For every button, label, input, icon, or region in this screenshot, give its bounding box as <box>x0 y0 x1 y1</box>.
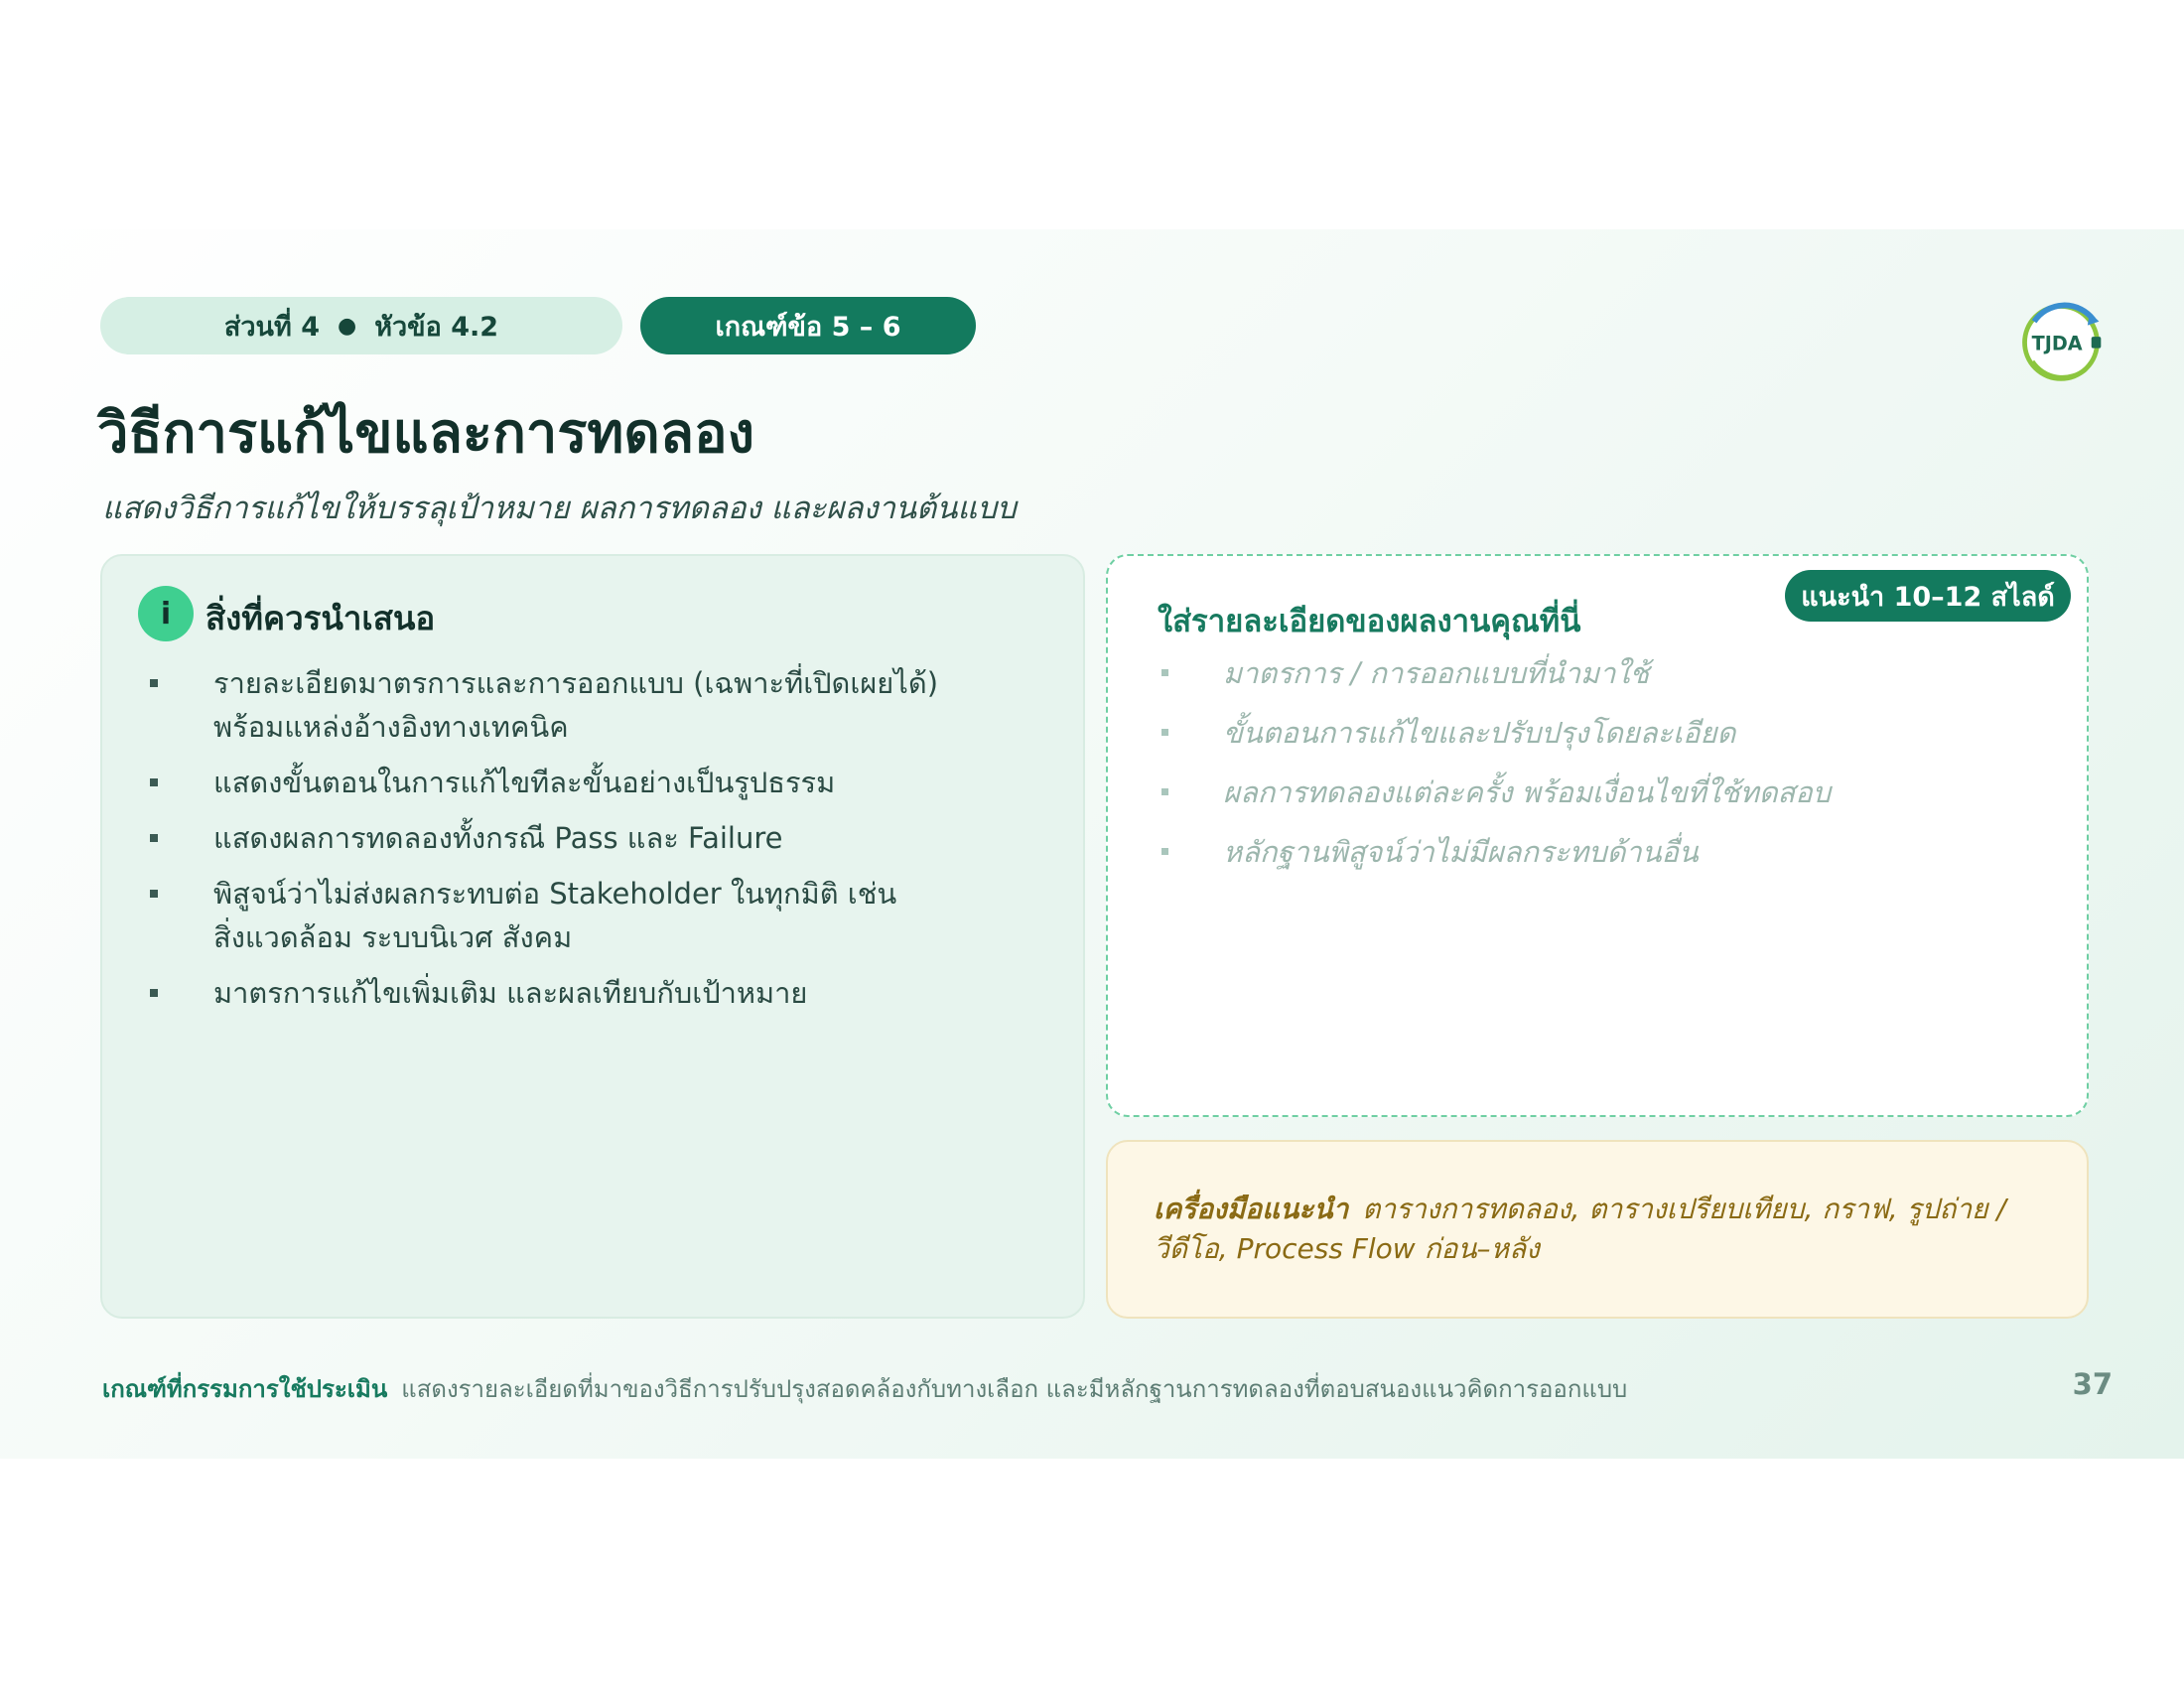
bullet-icon <box>1161 669 1168 676</box>
bullet-icon <box>1161 788 1168 795</box>
guide-heading: สิ่งที่ควรนำเสนอ <box>205 599 436 637</box>
page-title: วิธีการแก้ไขและการทดลอง <box>97 401 754 466</box>
tools-text <box>1154 1190 2047 1269</box>
logo-text: TJDA <box>2031 332 2083 355</box>
list-item: ขั้นตอนการแก้ไขและปรับปรุงโดยละเอียด <box>1160 713 2053 753</box>
bullet-icon <box>150 989 158 997</box>
info-icon: i <box>138 586 194 641</box>
list-item: หลักฐานพิสูจน์ว่าไม่มีผลกระทบด้านอื่น <box>1160 832 2053 872</box>
placeholder-list <box>1160 653 2053 892</box>
footer-text: แสดงรายละเอียดที่มาของวิธีการปรับปรุงสอดคล้องกับทางเลือก และมีหลักฐานการทดลองที่ตอบสนองแนวคิดการออกแบบ <box>401 1375 1628 1403</box>
list-item: พิสูจน์ว่าไม่ส่งผลกระทบต่อ Stakeholder ในทุกมิติ เช่น สิ่งแวดล้อม ระบบนิเวศ สังคม <box>150 872 1043 959</box>
section-pill <box>100 297 622 354</box>
bullet-icon <box>150 778 158 786</box>
presentation-guide-card <box>100 554 1085 1319</box>
separator-dot: ● <box>338 313 357 339</box>
footer-lead: เกณฑ์ที่กรรมการใช้ประเมิน <box>102 1375 388 1403</box>
bullet-icon <box>1161 729 1168 736</box>
placeholder-heading: ใส่รายละเอียดของผลงานคุณที่นี่ <box>1158 604 1581 639</box>
page-number: 37 <box>2072 1367 2113 1401</box>
page-subtitle: แสดงวิธีการแก้ไขให้บรรลุเป้าหมาย ผลการทดลอง และผลงานต้นแบบ <box>102 491 1017 526</box>
bullet-icon <box>1161 848 1168 855</box>
tools-lead: เครื่องมือแนะนำ <box>1154 1193 1349 1225</box>
bullet-icon <box>150 890 158 898</box>
guide-list <box>150 661 1043 1027</box>
tools-list: ตารางการทดลอง, ตารางเปรียบเทียบ, กราฟ, รูปถ่าย / วีดีโอ, Process Flow ก่อน–หลัง <box>1154 1193 2006 1265</box>
list-item: แสดงผลการทดลองทั้งกรณี Pass และ Failure <box>150 816 1043 860</box>
bullet-icon <box>150 679 158 687</box>
bullet-icon <box>150 834 158 842</box>
content-placeholder-card[interactable] <box>1106 554 2089 1117</box>
recommended-slides-badge: แนะนำ 10–12 สไลด์ <box>1785 570 2071 622</box>
section-label: ส่วนที่ 4 <box>223 311 320 343</box>
list-item: มาตรการ / การออกแบบที่นำมาใช้ <box>1160 653 2053 693</box>
topic-label: หัวข้อ 4.2 <box>374 311 499 343</box>
list-item: มาตรการแก้ไขเพิ่มเติม และผลเทียบกับเป้าหมาย <box>150 971 1043 1015</box>
recommended-tools-card <box>1106 1140 2089 1319</box>
list-item: แสดงขั้นตอนในการแก้ไขทีละขั้นอย่างเป็นรูปธรรม <box>150 761 1043 804</box>
tjda-award-logo <box>2013 293 2109 388</box>
slide <box>0 229 2184 1459</box>
list-item: รายละเอียดมาตรการและการออกแบบ (เฉพาะที่เปิดเผยได้) พร้อมแหล่งอ้างอิงทางเทคนิค <box>150 661 1043 749</box>
evaluation-criteria-footer <box>102 1369 2048 1408</box>
list-item: ผลการทดลองแต่ละครั้ง พร้อมเงื่อนไขที่ใช้ทดสอบ <box>1160 773 2053 812</box>
criteria-pill: เกณฑ์ข้อ 5 – 6 <box>640 297 976 354</box>
